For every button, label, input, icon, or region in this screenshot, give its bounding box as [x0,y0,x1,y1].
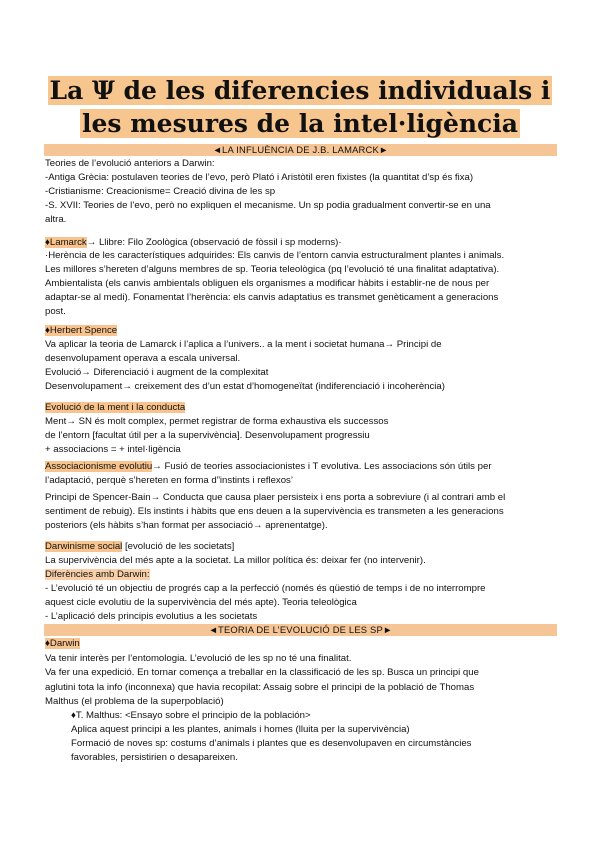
heading-darwin: ♦Darwin [45,638,80,649]
text-line: -Antiga Grècia: postulaven teories de l’evo, però Plató i Aristòtil eren fixistes (la quantitat d’sp és fixa) [45,172,474,183]
text-line: adaptar-se al medi). Fonamentat l’herència: els canvis adaptatius es transmet genèticament a generacions [45,292,499,303]
title-line-1: La Ψ de les diferencies individuals i [49,76,551,105]
text-line [45,324,565,337]
heading-diferencies: Diferències amb Darwin: [45,569,150,580]
text-line [45,401,565,414]
text-line: altra. [45,214,67,225]
text-line: Ment→ SN és molt complex, permet registrar de forma exhaustiva els successos [45,416,389,427]
text-line: Desenvolupament→ creixement des d’un estat d’homogeneïtat (indiferenciació i incoherència) [45,381,445,392]
text-line: Formació de noves sp: costums d’animals i plantes que es desenvolupaven en circumstàncies [71,738,472,749]
text-line: desenvolupament operava a escala universal. [45,353,241,364]
text-line [45,637,565,650]
heading-associacionisme: Associacionisme evolutiu [45,461,153,472]
text-line: aquest cicle evolutiu de la supervivència del més apte). Teoria teleològica [45,597,357,608]
text-line: - L’aplicació dels principis evolutius a les societats [45,611,258,622]
text-line: de l’entorn [facultat útil per a la supervivència]. Desenvolupament progressiu [45,430,370,441]
heading-evolucio-ment: Evolució de la ment i la conducta [45,402,186,413]
text-line: -S. XVII: Teories de l’evo, però no expliquen el mecanisme. Un sp podia gradualment convertir-se en una [45,200,491,211]
text-line: Darwinisme social [evolució de les societats] [45,541,235,552]
text-line: Associacionisme evolutiu→ Fusió de teories associacionistes i T evolutiva. Les associacions són útils per [45,461,492,472]
text-line: Principi de Spencer-Bain→ Conducta que causa plaer persisteix i ens porta a sobreviure (i al contrari amb el [45,492,506,503]
text-line: favorables, persistirien o desapareixen. [71,752,238,763]
text-line: La supervivència del més apte a la societat. La millor política és: deixar fer (no intervenir). [45,555,426,566]
text-line [45,568,565,581]
text-line: Teories de l’evolució anteriors a Darwin: [45,158,215,169]
text-line: l’adaptació, perquè s’hereten en forma d”instints i reflexos’ [45,475,293,486]
text-line: Va fer una expedició. En tornar comença a treballar en la classificació de les sp. Busca un principi que [45,667,479,678]
text-line: Evolució→ Diferenciació i augment de la complexitat [45,367,269,378]
title-line-2: les mesures de la intel·ligència [82,109,518,138]
text-line: Malthus (el problema de la superpoblació) [45,696,224,707]
section-header-teoria-evolucio: ◄TEORIA DE L’EVOLUCIÓ DE LES SP► [44,624,557,636]
text-line: ♦T. Malthus: <Ensayo sobre el principio de la población> [71,710,311,721]
heading-spencer: ♦Herbert Spence [45,325,118,336]
text-line: Va tenir interès per l’entomologia. L’evolució de les sp no té una finalitat. [45,653,352,664]
text-line: posteriors (els hàbits s’han format per associació→ aprenentatge). [45,520,328,531]
text-line: - L’evolució té un objectiu de progrés cap a la perfecció (només és qüestió de temps i de no interrompre [45,583,486,594]
heading-darwinisme-social: Darwinisme social [45,541,123,552]
text-line: -Cristianisme: Creacionisme= Creació divina de les sp [45,186,276,197]
text-line: aglutini tota la info (inconnexa) que havia recopilat: Assaig sobre el principi de la població de Thomas [45,682,475,693]
text-line: ♦Lamarck→ Llibre: Filo Zoològica (observació de fòssil i sp moderns)· [45,237,342,248]
text-line: Va aplicar la teoria de Lamarck i l’aplica a l’univers.. a la ment i societat humana→ Principi de [45,339,442,350]
section-header-lamarck: ◄LA INFLUÈNCIA DE J.B. LAMARCK► [44,144,557,156]
text-line: Ambientalista (els canvis ambientals obliguen els organismes a modificar hàbits i establir-ne de nous per [45,278,490,289]
text-line: ·Herència de les característiques adquirides: Els canvis de l’entorn canvia estructuralment plantes i animals. [45,250,505,261]
heading-lamarck: ♦Lamarck [45,237,87,248]
text-line: Aplica aquest principi a les plantes, animals i homes (lluita per la supervivència) [71,724,410,735]
text-line: + associacions = + intel·ligència [45,444,181,455]
text-line: sentiment de rebuig). Els instints i hàbits que ens deuen a la supervivència es transmeten a les generacions [45,506,504,517]
text-line: Les millores s’hereten d’alguns membres de sp. Teoria teleològica (pq l’evolució té una finalitat adaptativa). [45,264,500,275]
text-line: post. [45,306,66,317]
